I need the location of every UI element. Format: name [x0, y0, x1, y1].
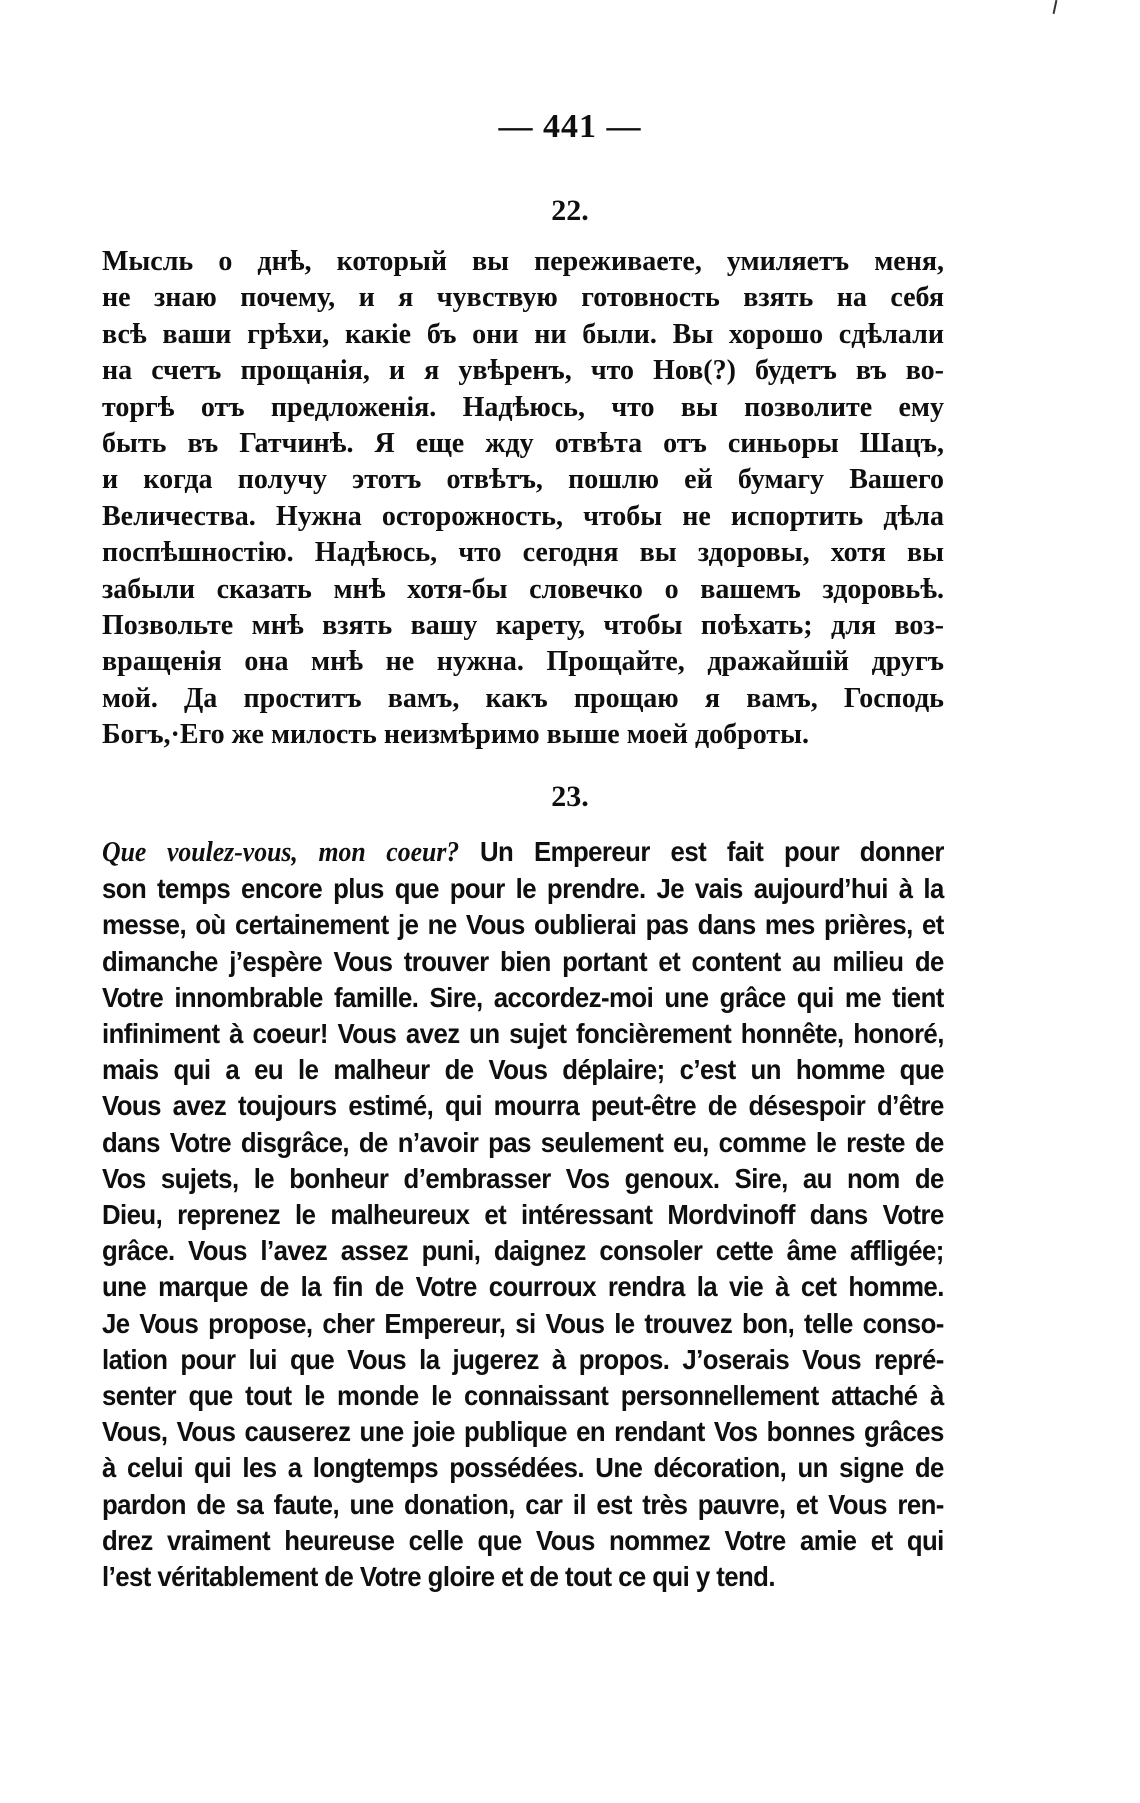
text-line: Величества. Нужна осторожность, чтобы не испортить дѣла — [102, 500, 944, 532]
section-number-22: 22. — [551, 194, 589, 227]
text-line: dans Votre disgrâce, de n’avoir pas seulement eu, comme le reste de — [102, 1126, 944, 1158]
text-line: lation pour lui que Vous la jugerez à propos. J’oserais Vous repré- — [102, 1343, 944, 1375]
text-line: всѣ ваши грѣхи, какіе бъ они ни были. Вы хорошо сдѣлали — [102, 318, 944, 350]
text-line: Vos sujets, le bonheur d’embrasser Vos genoux. Sire, au nom de — [102, 1162, 944, 1194]
text-line: и когда получу этотъ отвѣтъ, пошлю ей бумагу Вашего — [102, 464, 944, 496]
text-line: drez vraiment heureuse celle que Vous nommez Votre amie et qui — [102, 1524, 944, 1556]
italic-opening: Que voulez-vous, mon coeur? — [102, 837, 460, 868]
text-line: Позвольте мнѣ взять вашу карету, чтобы поѣхать; для воз- — [102, 610, 944, 642]
text-line: поспѣшностію. Надѣюсь, что сегодня вы здоровы, хотя вы — [102, 537, 944, 569]
text-line: dimanche j’espère Vous trouver bien portant et content au milieu de — [102, 945, 944, 977]
text-line: Vous avez toujours estimé, qui mourra peut-être de désespoir d’être — [102, 1090, 944, 1122]
letter-22-text — [102, 244, 944, 754]
text-line: messe, où certainement je ne Vous oublierai pas dans mes prières, et — [102, 909, 944, 941]
text-line: забыли сказать мнѣ хотя-бы словечко о вашемъ здоровьѣ. — [102, 573, 944, 605]
text-line: à celui qui les a longtemps possédées. Une décoration, un signe de — [102, 1452, 944, 1484]
text-line: l’est véritablement de Votre gloire et de tout ce qui y tend. — [102, 1561, 775, 1593]
text-line-rest: Un Empereur est fait pour donner — [459, 836, 944, 867]
text-line: senter que tout le monde le connaissant personnellement attaché à — [102, 1380, 944, 1412]
text-line: Мысль о днѣ, который вы переживаете, умиляетъ меня, — [102, 246, 944, 277]
text-line: pardon de sa faute, une donation, car il est très pauvre, et Vous ren- — [102, 1488, 944, 1520]
text-line: Vous, Vous causerez une joie publique en rendant Vos bonnes grâces — [102, 1416, 944, 1448]
page-number: — 441 — — [498, 108, 642, 145]
text-line: Богъ,·Его же милость неизмѣримо выше моей доброты. — [102, 719, 809, 751]
text-line: мой. Да проститъ вамъ, какъ прощаю я вамъ, Господь — [102, 682, 944, 714]
text-line — [102, 834, 944, 871]
text-line: Votre innombrable famille. Sire, accordez-moi une grâce qui me tient — [102, 981, 944, 1013]
text-line: торгѣ отъ предложенія. Надѣюсь, что вы позволите ему — [102, 391, 944, 423]
text-line: не знаю почему, и я чувствую готовность взять на себя — [102, 282, 944, 314]
margin-mark — [1053, 0, 1058, 14]
text-line: на счетъ прощанія, и я увѣренъ, что Нов(?) будетъ въ во- — [102, 355, 944, 387]
text-line: infiniment à coeur! Vous avez un sujet foncièrement honnête, honoré, — [102, 1018, 944, 1050]
text-line: Dieu, reprenez le malheureux et intéressant Mordvinoff dans Votre — [102, 1199, 944, 1231]
section-number-23: 23. — [551, 780, 589, 813]
text-line: быть въ Гатчинѣ. Я еще жду отвѣта отъ синьоры Шацъ, — [102, 428, 944, 460]
text-line: mais qui a eu le malheur de Vous déplaire; c’est un homme que — [102, 1054, 944, 1086]
text-line: son temps encore plus que pour le prendre. Je vais aujourd’hui à la — [102, 873, 944, 905]
text-line: grâce. Vous l’avez assez puni, daignez consoler cette âme affligée; — [102, 1235, 944, 1267]
text-line: une marque de la fin de Votre courroux rendra la vie à cet homme. — [102, 1271, 944, 1303]
text-line: Je Vous propose, cher Empereur, si Vous le trouvez bon, telle conso- — [102, 1307, 944, 1339]
letter-23-text — [102, 834, 944, 1595]
text-line: вращенія она мнѣ не нужна. Прощайте, дражайшій другъ — [102, 646, 944, 678]
